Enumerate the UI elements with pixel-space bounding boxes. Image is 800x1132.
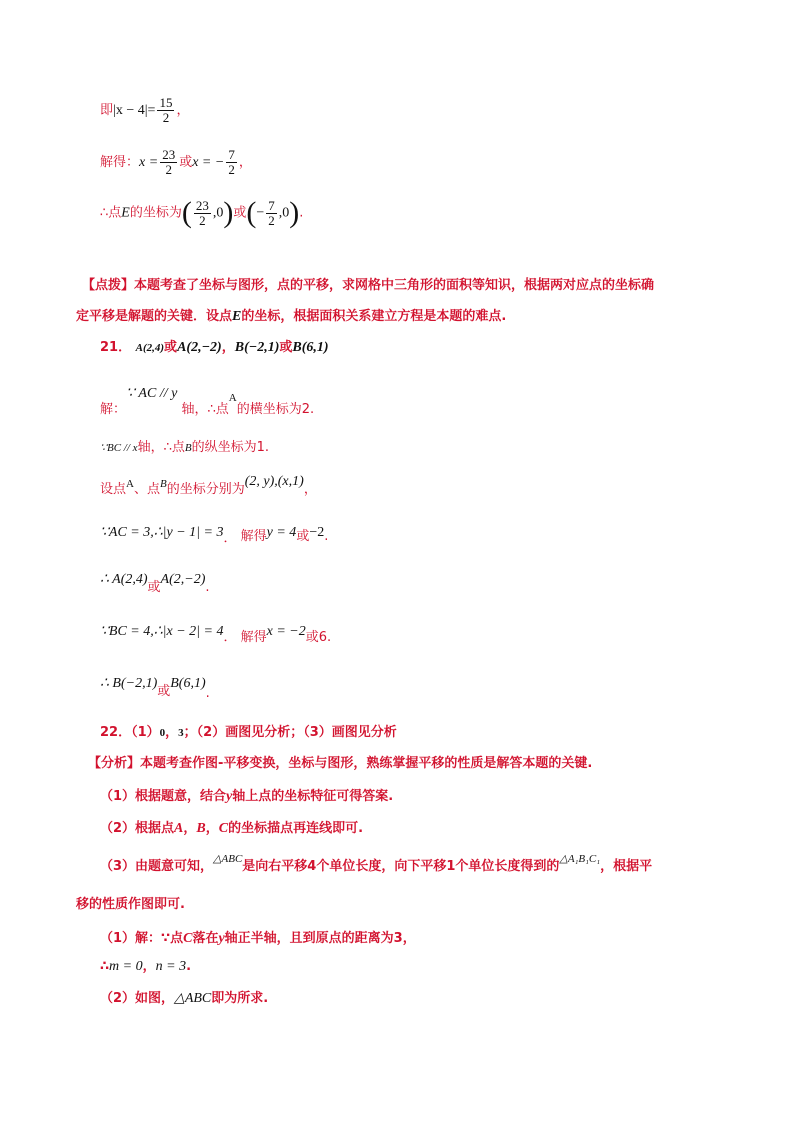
text: 解： xyxy=(100,402,127,417)
denominator: 2 xyxy=(199,212,206,228)
math: A xyxy=(228,392,237,404)
numerator: 7 xyxy=(268,197,275,213)
text: ， xyxy=(183,821,197,836)
text: 的坐标为 xyxy=(129,205,182,221)
math: B xyxy=(159,478,167,490)
math: E xyxy=(121,205,130,221)
numerator: 15 xyxy=(159,95,173,110)
math-abs: |x − 4| xyxy=(113,103,148,118)
text: 22．（1） xyxy=(100,725,160,740)
text: . xyxy=(299,205,304,221)
math: ∵AC = 3,∴|y − 1| = 3 xyxy=(100,525,224,540)
math: A xyxy=(174,821,184,836)
math: △ABC xyxy=(213,853,243,865)
fraction xyxy=(160,148,177,177)
text: ∴点 xyxy=(100,205,122,221)
text: 的坐标分别为 xyxy=(166,482,245,497)
math: y xyxy=(226,789,233,804)
math: −2 xyxy=(309,525,325,540)
q21-step-2 xyxy=(100,436,269,455)
math: (2, y),(x,1) xyxy=(244,474,304,489)
math: 3 xyxy=(178,727,184,739)
denominator: 2 xyxy=(165,162,172,177)
numerator: 7 xyxy=(228,147,235,162)
math: A(2,−2) xyxy=(177,340,222,355)
q21-answer xyxy=(100,336,329,356)
text: . xyxy=(205,686,210,701)
q21-step-3 xyxy=(100,474,317,497)
q21-step-4 xyxy=(100,524,328,546)
q21-step-5 xyxy=(100,571,210,595)
denominator: 2 xyxy=(162,110,170,125)
text: （2）如图， xyxy=(100,991,175,1006)
text: 的坐标，根据面积关系建立方程是本题的难点. xyxy=(241,309,507,324)
line-3 xyxy=(100,198,303,228)
text: . xyxy=(205,580,210,595)
math: m = 0 xyxy=(109,959,143,974)
text: 轴，∴点 xyxy=(137,440,185,455)
math: ,0 xyxy=(212,205,224,221)
math: ∵BC // x xyxy=(100,442,138,454)
paren: ( xyxy=(181,196,192,229)
text: ． xyxy=(223,630,237,645)
text: 轴正半轴，且到原点的距离为3， xyxy=(224,931,416,946)
tip-line-2 xyxy=(76,305,506,325)
math: A(2,4) xyxy=(135,342,165,354)
text: （3）由题意可知， xyxy=(100,859,214,874)
math: B xyxy=(184,442,192,454)
math: ∵BC = 4,∴|x − 2| = 4 xyxy=(100,624,224,639)
math: B(−2,1) xyxy=(234,340,280,355)
q22-point-1 xyxy=(100,785,393,805)
text: 或 xyxy=(157,684,171,699)
text: 轴，∴点 xyxy=(181,402,229,417)
text: （1）解：∵点 xyxy=(100,931,184,946)
q22-answer xyxy=(100,721,397,740)
text: 落在 xyxy=(192,931,219,946)
text: 的坐标描点再连线即可. xyxy=(228,821,364,836)
paren: ) xyxy=(223,196,234,229)
fraction xyxy=(157,96,174,125)
math: n = 3 xyxy=(155,959,187,974)
paren: ( xyxy=(246,196,257,229)
text: （1）根据题意，结合 xyxy=(100,789,227,804)
text: 或 xyxy=(147,580,161,595)
q21-step-6 xyxy=(100,623,331,645)
math: B xyxy=(196,821,206,836)
fraction xyxy=(194,199,211,228)
text: 、点 xyxy=(133,482,160,497)
text: 即 xyxy=(100,103,114,118)
text: ， xyxy=(238,155,252,170)
tip-line-1: 【点拨】本题考查了坐标与图形，点的平移，求网格中三角形的面积等知识，根据两对应点的坐标确 xyxy=(82,278,655,293)
text: 轴上点的坐标特征可得答案. xyxy=(232,789,394,804)
q22-solution-1 xyxy=(100,927,416,947)
text: 是向右平移4个单位长度，向下平移1个单位长度得到的 xyxy=(242,859,560,874)
text: 的纵坐标为1. xyxy=(191,440,269,455)
text: ， xyxy=(142,959,156,974)
math: C xyxy=(218,821,229,836)
fraction xyxy=(266,199,277,228)
text: ， xyxy=(176,103,190,118)
q22-solution-2 xyxy=(100,955,191,975)
text: 即为所求. xyxy=(211,991,269,1006)
fraction xyxy=(226,148,237,177)
math: ∴ A(2,4) xyxy=(100,572,148,587)
text: ． xyxy=(223,531,237,546)
denominator: 2 xyxy=(268,212,275,228)
text: 或 xyxy=(296,529,310,544)
question-number: 21． xyxy=(100,340,132,355)
text: ，根据平 xyxy=(600,859,653,874)
paren: ) xyxy=(289,196,300,229)
math: ∵ AC // y xyxy=(126,386,178,401)
text: （2）根据点 xyxy=(100,821,175,836)
text: ；（2）画图见分析；（3）画图见分析 xyxy=(183,725,397,740)
math: 0 xyxy=(159,727,166,739)
math: y xyxy=(218,931,225,946)
text: ， xyxy=(165,725,179,740)
text: 或 xyxy=(279,340,293,355)
line-2 xyxy=(100,148,252,177)
math: x = −2 xyxy=(266,624,306,639)
q22-point-3-cont: 移的性质作图即可. xyxy=(76,897,185,912)
numerator: 23 xyxy=(195,197,209,213)
math: ∴ B(−2,1) xyxy=(100,676,158,691)
math: △ABC xyxy=(174,991,212,1006)
text: 设点 xyxy=(100,482,127,497)
math: A xyxy=(126,478,134,490)
math: ,0 xyxy=(278,205,290,221)
text: 解得 xyxy=(240,529,267,544)
text: 解得 xyxy=(240,630,267,645)
math: y = 4 xyxy=(266,525,297,540)
q22-point-3 xyxy=(100,851,652,874)
math: △A₁B₁C₁ xyxy=(559,853,601,865)
text: 定平移是解题的关键．设点 xyxy=(76,309,233,324)
q22-solution-3 xyxy=(100,987,268,1007)
math: A(2,−2) xyxy=(160,572,206,587)
q22-point-2 xyxy=(100,817,363,837)
math: C xyxy=(183,931,193,946)
math: x = − xyxy=(192,155,225,170)
numerator: 23 xyxy=(162,147,176,162)
text: 解得： xyxy=(100,155,140,170)
q21-step-7 xyxy=(100,675,210,701)
text: . xyxy=(186,959,192,974)
math: − xyxy=(256,205,265,221)
text: 或 xyxy=(233,205,247,221)
text: ， xyxy=(205,821,219,836)
q21-step-1 xyxy=(100,385,314,417)
text: ， xyxy=(221,340,235,355)
text: 或6. xyxy=(305,630,332,645)
math-eq: = xyxy=(147,103,156,118)
text: ， xyxy=(303,482,317,497)
text: ∴ xyxy=(100,959,110,974)
text: 或 xyxy=(179,155,193,170)
text: . xyxy=(324,529,329,544)
text: 或 xyxy=(164,340,178,355)
denominator: 2 xyxy=(228,162,235,177)
math: B(6,1) xyxy=(292,340,329,355)
math: B(6,1) xyxy=(170,676,206,691)
q22-analysis: 【分析】本题考查作图-平移变换，坐标与图形，熟练掌握平移的性质是解答本题的关键. xyxy=(88,756,593,771)
line-1 xyxy=(100,96,189,125)
math: E xyxy=(232,309,242,324)
math: x = xyxy=(139,155,159,170)
text: 的横坐标为2. xyxy=(236,402,315,417)
